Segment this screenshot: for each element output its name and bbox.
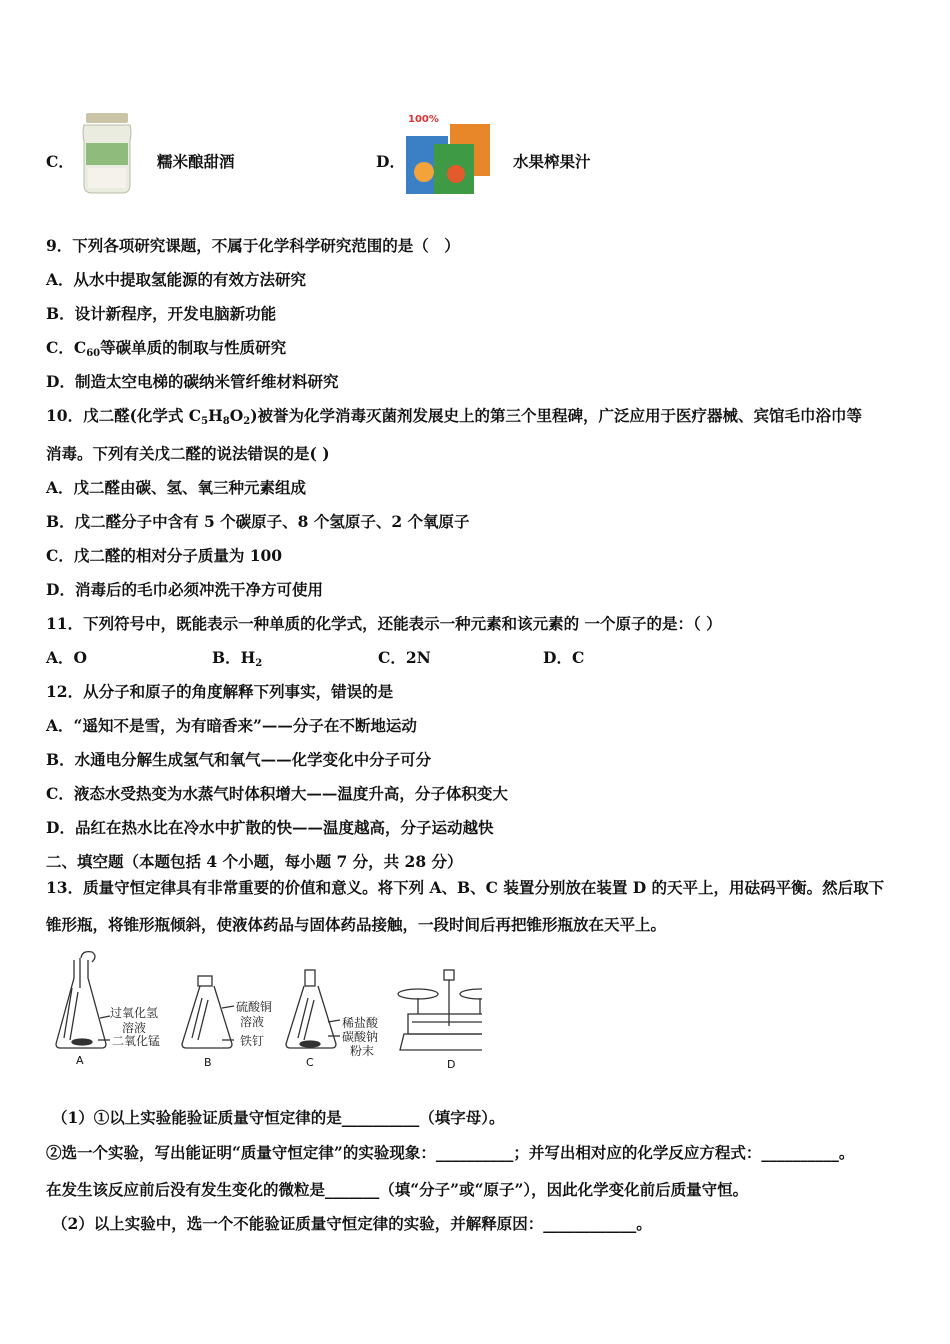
flask-a-text-3: 二氧化锰	[112, 1034, 161, 1048]
q11-option-d: D．C	[543, 648, 585, 667]
q9-stem: 9．下列各项研究课题，不属于化学科学研究范围的是（ ）	[46, 236, 460, 255]
q13-part2: （2）以上实验中，选一个不能验证质量守恒定律的实验，并解释原因：____________。	[52, 1214, 652, 1233]
q9-c-sub: 60	[86, 348, 101, 359]
option-d-letter: D．	[376, 152, 405, 171]
flask-c-text-1: 稀盐酸	[342, 1016, 379, 1030]
q13-stem-line1: 13．质量守恒定律具有非常重要的价值和意义。将下列 A、B、C 装置分别放在装置 D 的天平上，用砝码平衡。然后取下	[46, 878, 885, 897]
q11-option-b	[212, 648, 262, 668]
q12-option-c: C．液态水受热变为水蒸气时体积增大——温度升高，分子体积变大	[46, 784, 508, 803]
q10-l1-d: )被誉为化学消毒灭菌剂发展史上的第三个里程碑，广泛应用于医疗器械、宾馆毛巾浴巾等	[250, 406, 863, 425]
flask-b-text-2: 溶液	[240, 1015, 265, 1029]
section2-title: 二、填空题（本题包括 4 个小题，每小题 7 分，共 28 分）	[46, 852, 463, 871]
q11-option-a: A．O	[46, 648, 88, 667]
q11-b-sub: 2	[255, 658, 263, 669]
apparatus-figure	[52, 948, 482, 1078]
balance-top	[444, 970, 454, 980]
flask-a-testtube	[64, 988, 78, 1040]
q9-option-c	[46, 338, 286, 358]
q10-l1-s3: 2	[243, 416, 251, 427]
flask-b-text-3: 铁钉	[240, 1034, 265, 1048]
q10-l1-a: 10．戊二醛(化学式 C	[46, 406, 202, 425]
jar-label	[86, 143, 128, 165]
option-c-letter: C．	[46, 152, 74, 171]
q13-part1-line2: ②选一个实验，写出能证明“质量守恒定律”的实验现象：__________；并写出相对应的化学反应方程式：__________。	[46, 1143, 855, 1162]
flask-b	[182, 986, 232, 1048]
flask-b-stopper	[198, 976, 212, 986]
flask-b-pointer-1	[222, 1006, 234, 1008]
q11-b-pre: B．H	[212, 648, 256, 667]
flask-c-text-3: 粉末	[350, 1044, 375, 1058]
juice-boxes-image	[404, 110, 496, 196]
q10-stem-line2: 消毒。下列有关戊二醛的说法错误的是( )	[46, 444, 330, 463]
flask-c-stopper	[305, 970, 315, 986]
flask-c-solid	[300, 1041, 320, 1047]
q12-option-a: A．“遥知不是雪，为有暗香来”——分子在不断地运动	[46, 716, 417, 735]
jar-lid	[86, 113, 128, 123]
q10-option-b: B．戊二醛分子中含有 5 个碳原子、8 个氢原子、2 个氧原子	[46, 512, 470, 531]
flask-b-text-1: 硫酸铜	[236, 1000, 273, 1014]
q9-c-pre: C．C	[46, 338, 87, 357]
balance-base	[400, 1034, 482, 1050]
jar-rice	[88, 168, 126, 188]
balance-beam-box	[408, 1014, 482, 1034]
balance-right-pan	[460, 989, 482, 999]
q12-option-b: B．水通电分解生成氢气和氧气——化学变化中分子可分	[46, 750, 432, 769]
q13-stem-line2: 锥形瓶，将锥形瓶倾斜，使液体药品与固体药品接触，一段时间后再把锥形瓶放在天平上。	[46, 915, 667, 934]
flask-a	[56, 960, 106, 1048]
q13-part1-line1: （1）①以上实验能验证质量守恒定律的是__________（填字母）。	[52, 1108, 505, 1127]
q10-l1-c: O	[229, 406, 244, 425]
q10-option-c: C．戊二醛的相对分子质量为 100	[46, 546, 283, 565]
juice-box-text: 100%	[408, 114, 439, 125]
flask-a-text-2: 溶液	[122, 1021, 147, 1035]
q10-l1-s1: 5	[201, 416, 209, 427]
flask-a-label: A	[76, 1054, 84, 1067]
flask-a-solid	[72, 1039, 92, 1045]
q10-stem-line1	[46, 406, 862, 426]
flask-c-label: C	[306, 1056, 314, 1069]
balance-label: D	[447, 1058, 456, 1071]
q9-option-b: B．设计新程序，开发电脑新功能	[46, 304, 277, 323]
flask-a-text-1: 过氧化氢	[110, 1006, 159, 1020]
q11-option-c: C．2N	[378, 648, 431, 667]
q10-option-d: D．消毒后的毛巾必须冲洗干净方可使用	[46, 580, 323, 599]
q10-option-a: A．戊二醛由碳、氢、氧三种元素组成	[46, 478, 307, 497]
q10-l1-s2: 8	[222, 416, 230, 427]
flask-b-label: B	[204, 1056, 212, 1069]
q11-stem: 11．下列符号中，既能表示一种单质的化学式，还能表示一种元素和该元素的 一个原子的是：（ ）	[46, 614, 722, 633]
flask-c-pointer-1	[328, 1020, 340, 1022]
option-d-caption: 水果榨果汁	[513, 152, 591, 171]
q9-c-post: 等碳单质的制取与性质研究	[100, 338, 287, 357]
q12-stem: 12．从分子和原子的角度解释下列事实，错误的是	[46, 682, 394, 701]
q10-l1-b: H	[208, 406, 223, 425]
q13-part1-line3: 在发生该反应前后没有发生变化的微粒是_______（填“分子”或“原子”），因此化学变化前后质量守恒。	[46, 1180, 749, 1199]
q9-option-d: D．制造太空电梯的碳纳米管纤维材料研究	[46, 372, 339, 391]
jar-image	[78, 113, 136, 195]
q12-option-d: D．品红在热水比在冷水中扩散的快——温度越高，分子运动越快	[46, 818, 494, 837]
flask-c	[286, 986, 336, 1048]
balance-left-pan	[398, 989, 438, 999]
apple-fruit	[447, 165, 465, 183]
flask-c-text-2: 碳酸钠	[342, 1030, 379, 1044]
flask-c-testtube	[298, 998, 314, 1040]
orange-fruit	[414, 162, 434, 182]
flask-a-pointer-1	[100, 1016, 110, 1018]
q9-option-a: A．从水中提取氢能源的有效方法研究	[46, 270, 307, 289]
option-c-caption: 糯米酿甜酒	[157, 152, 235, 171]
